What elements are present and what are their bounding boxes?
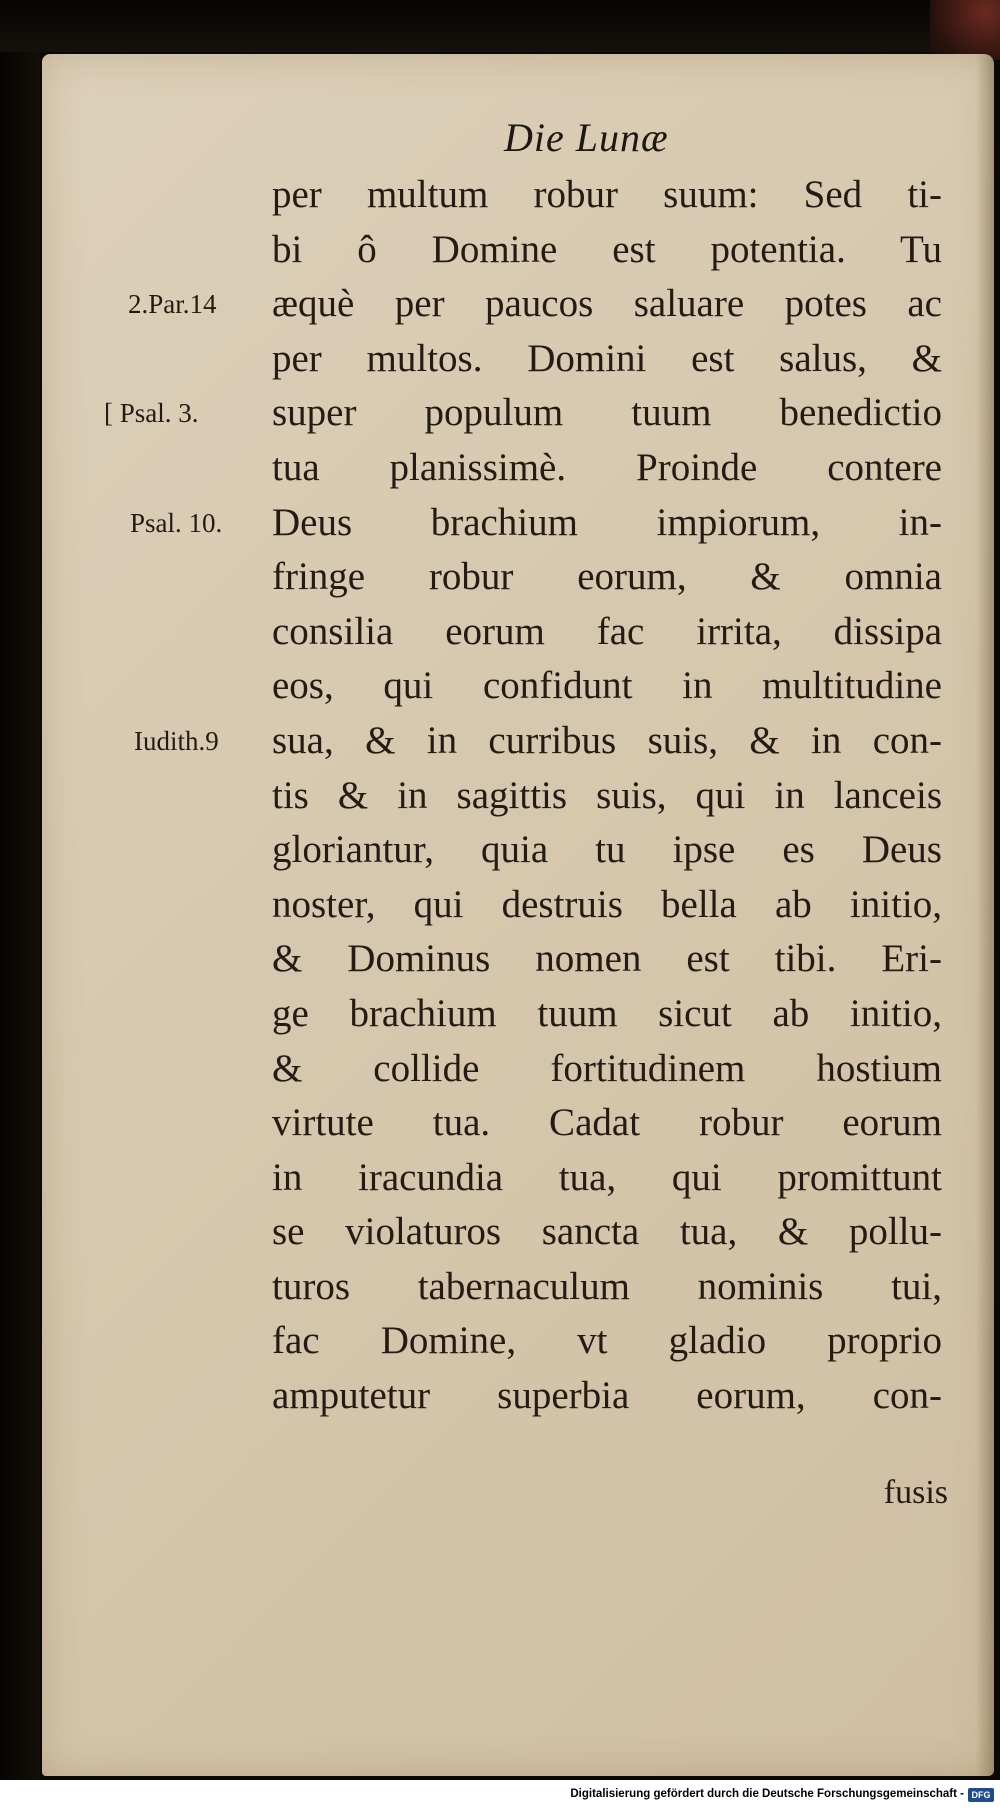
text-line: fringe robur eorum, & omnia [272,555,942,599]
text-line: per multos. Domini est salus, & [272,336,942,380]
text-line: turos tabernaculum nominis tui, [272,1264,942,1308]
margin-note: [ Psal. 3. [104,398,199,428]
text-line: gloriantur, quia tu ipse es Deus [272,828,942,872]
text-line: eos, qui confidunt in multitudine [272,664,942,708]
text-line: super populum tuum benedictio [272,391,942,435]
body-text [272,168,942,1424]
footer-credit: Digitalisierung gefördert durch die Deutsche Forschungsgemeinschaft - [570,1788,964,1800]
text-line: & Dominus nomen est tibi. Eri- [272,937,942,981]
text-line: amputetur superbia eorum, con- [272,1374,942,1418]
text-line: per multum robur suum: Sed ti- [272,173,942,216]
page-edge-shadow [976,54,994,1776]
text-line: fac Domine, vt gladio proprio [272,1319,942,1363]
text-line: virtute tua. Cadat robur eorum [272,1101,942,1145]
text-line: se violaturos sancta tua, & pollu- [272,1210,942,1254]
text-line: tis & in sagittis suis, qui in lanceis [272,773,942,817]
top-edge-shadow [0,0,1000,52]
text-line: tua planissimè. Proinde contere [272,445,942,489]
spine-shadow [0,0,40,1780]
text-line: æquè per paucos saluare potes ac [272,282,942,326]
margin-note: Psal. 10. [130,508,223,538]
footer-bar [0,1780,1000,1812]
text-line: sua, & in curribus suis, & in con- [272,718,942,762]
text-line: bi ô Domine est potentia. Tu [272,227,942,271]
binding-corner [930,0,1000,60]
dfg-logo-icon: DFG [968,1788,994,1802]
catchword: fusis [883,1474,948,1511]
text-line: Deus brachium impiorum, in- [272,500,942,544]
text-line: in iracundia tua, qui promittunt [272,1155,942,1199]
margin-note: 2.Par.14 [128,289,217,319]
margin-note: Iudith.9 [134,726,219,756]
text-line: noster, qui destruis bella ab initio, [272,882,942,926]
running-head: Die Lunæ [504,115,669,160]
text-line: ge brachium tuum sicut ab initio, [272,991,942,1035]
text-line: consilia eorum fac irrita, dissipa [272,609,942,653]
text-line: & collide fortitudinem hostium [272,1046,942,1090]
